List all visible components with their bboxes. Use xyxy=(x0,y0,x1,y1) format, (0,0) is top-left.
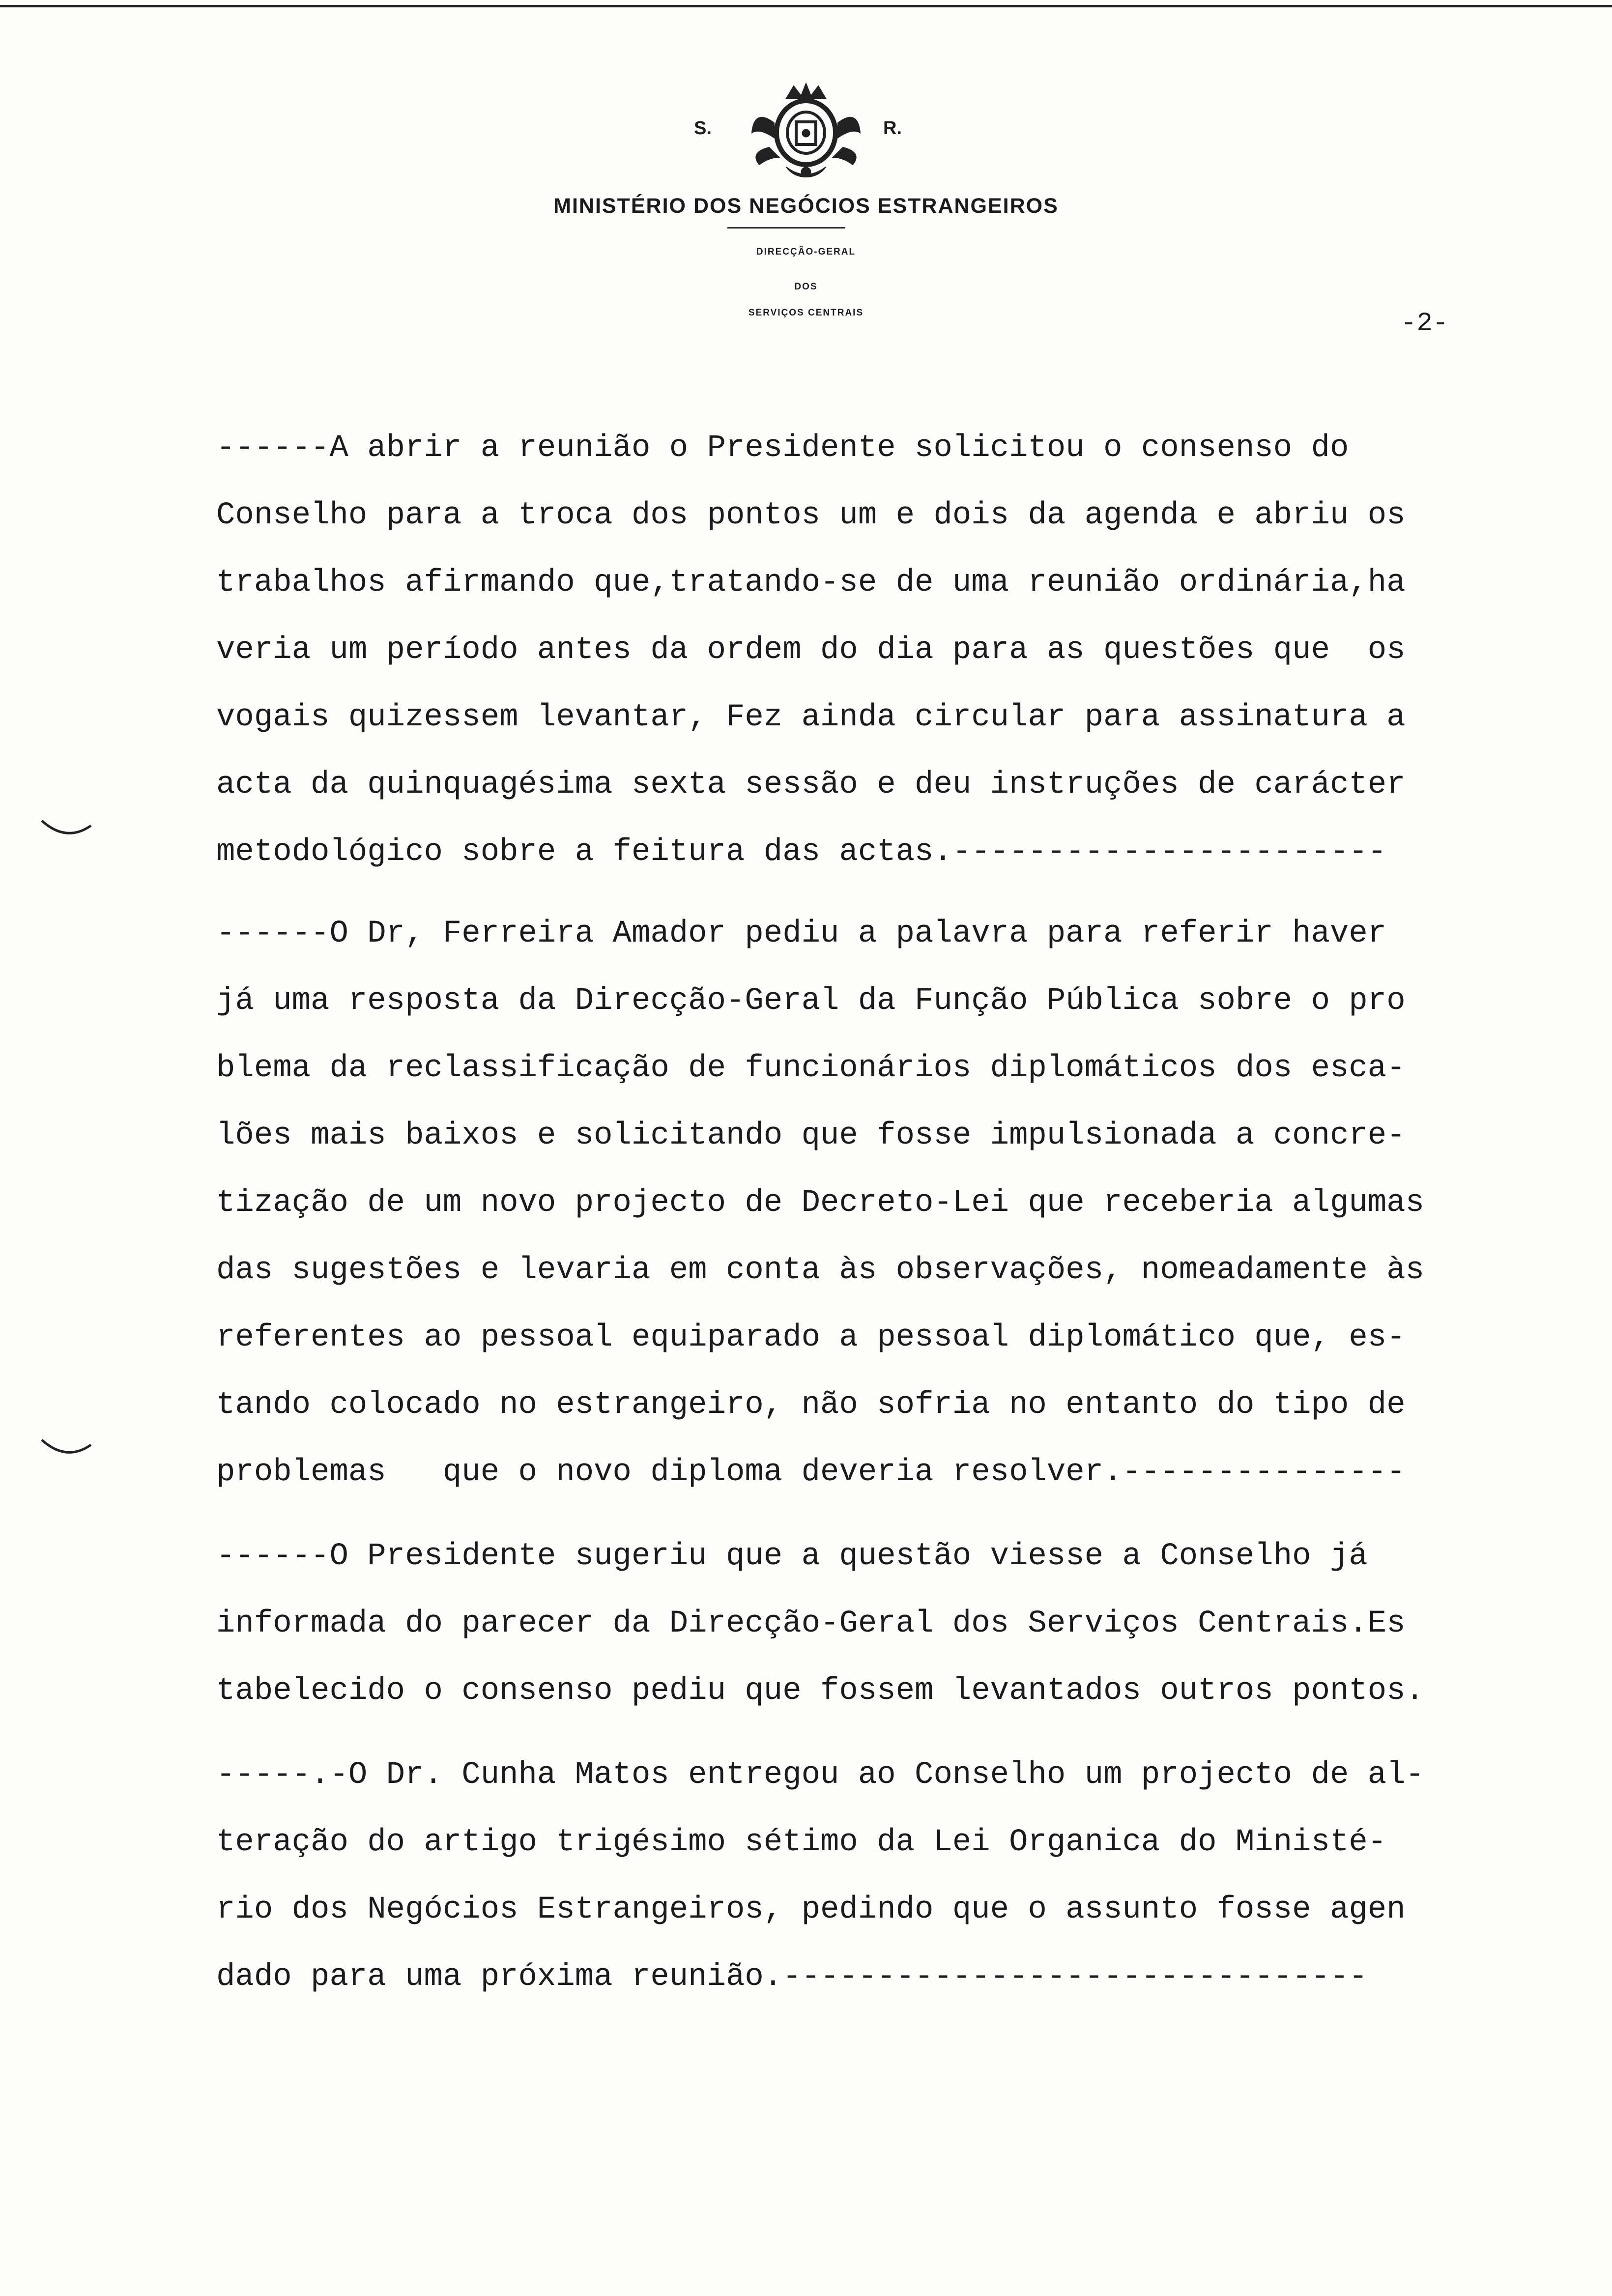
ministry-title: MINISTÉRIO DOS NEGÓCIOS ESTRANGEIROS xyxy=(553,194,1059,218)
margin-hole-mark xyxy=(39,1435,93,1464)
text-line: dado para uma próxima reunião.------------------------------- xyxy=(216,1959,1368,1995)
text-line: ------A abrir a reunião o Presidente solicitou o consenso do xyxy=(216,430,1349,466)
text-line: lões mais baixos e solicitando que fosse impulsionada a concre- xyxy=(216,1118,1406,1153)
letterhead xyxy=(0,0,1612,344)
margin-hole-mark xyxy=(39,816,93,845)
letterhead-right-initial: R. xyxy=(883,118,902,139)
text-line: das sugestões e levaria em conta às observações, nomeadamente às xyxy=(216,1253,1424,1288)
ministry-underline xyxy=(727,227,845,229)
text-line: vogais quizessem levantar, Fez ainda circular para assinatura a xyxy=(216,700,1406,735)
text-line: tando colocado no estrangeiro, não sofria no entanto do tipo de xyxy=(216,1387,1406,1423)
text-line: tização de um novo projecto de Decreto-Lei que receberia algumas xyxy=(216,1185,1424,1221)
text-line: metodológico sobre a feitura das actas.----------------------- xyxy=(216,834,1387,870)
text-line: ------O Dr, Ferreira Amador pediu a palavra para referir haver xyxy=(216,916,1387,951)
page-number: -2- xyxy=(1401,309,1449,339)
text-line: informada do parecer da Direcção-Geral dos Serviços Centrais.Es xyxy=(216,1606,1406,1641)
text-line: acta da quinquagésima sexta sessão e deu instruções de carácter xyxy=(216,767,1406,803)
text-line: já uma resposta da Direcção-Geral da Função Pública sobre o pro xyxy=(216,983,1406,1019)
text-line: blema da reclassificação de funcionários diplomáticos dos esca- xyxy=(216,1051,1406,1086)
letterhead-left-initial: S. xyxy=(694,118,712,139)
text-line: referentes ao pessoal equiparado a pessoal diplomático que, es- xyxy=(216,1320,1406,1355)
text-line: trabalhos afirmando que,tratando-se de uma reunião ordinária,ha xyxy=(216,565,1406,601)
text-line: Conselho para a troca dos pontos um e dois da agenda e abriu os xyxy=(216,498,1406,533)
text-line: problemas que o novo diploma deveria resolver.--------------- xyxy=(216,1455,1406,1490)
department-line-3: SERVIÇOS CENTRAIS xyxy=(748,308,864,318)
text-line: ------O Presidente sugeriu que a questão viesse a Conselho já xyxy=(216,1539,1368,1574)
department-line-2: DOS xyxy=(794,282,818,292)
text-line: veria um período antes da ordem do dia para as questões que os xyxy=(216,632,1406,668)
department-line-1: DIRECÇÃO-GERAL xyxy=(756,247,856,257)
text-line: teração do artigo trigésimo sétimo da Lei Organica do Ministé- xyxy=(216,1825,1387,1860)
text-line: rio dos Negócios Estrangeiros, pedindo que o assunto fosse agen xyxy=(216,1892,1406,1927)
text-line: -----.-O Dr. Cunha Matos entregou ao Conselho um projecto de al- xyxy=(216,1757,1424,1793)
text-line: tabelecido o consenso pediu que fossem levantados outros pontos. xyxy=(216,1673,1424,1709)
coat-of-arms-icon xyxy=(740,79,872,182)
